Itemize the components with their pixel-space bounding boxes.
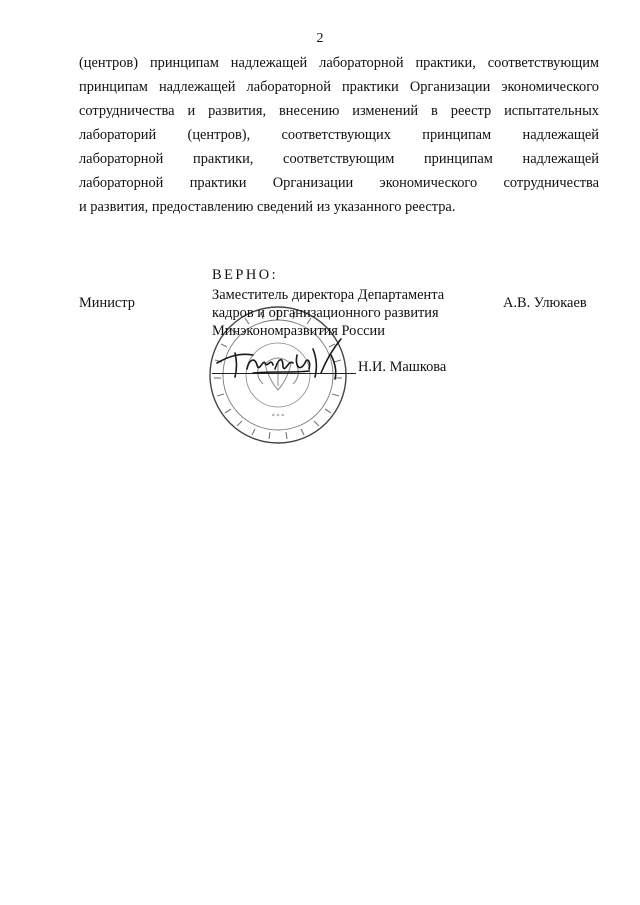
certifier-title — [212, 286, 464, 340]
signature-line — [212, 373, 356, 374]
certifier-name: Н.И. Машкова — [358, 359, 447, 375]
svg-text:* * *: * * * — [271, 413, 285, 420]
body-line: (центров) принципам надлежащей лабораторной практики, соответствующим — [79, 55, 599, 71]
certified-heading: ВЕРНО: — [212, 267, 279, 283]
certifier-title-line: кадров и организационного развития — [212, 305, 439, 321]
certifier-title-line: Заместитель директора Департамента — [212, 287, 445, 303]
body-line: лабораторной практики, соответствующим принципам надлежащей — [79, 151, 599, 167]
certifier-title-line: Минэкономразвития России — [212, 323, 385, 339]
handwritten-signature-icon — [213, 333, 353, 383]
body-line: сотрудничества и развития, внесению изменений в реестр испытательных — [79, 103, 599, 119]
body-line: принципам надлежащей лабораторной практики Организации экономического — [79, 79, 599, 95]
body-line: лабораторной практики Организации экономического сотрудничества — [79, 175, 599, 191]
body-paragraph — [79, 51, 599, 219]
minister-name: А.В. Улюкаев — [503, 295, 587, 311]
body-line: и развития, предоставлению сведений из указанного реестра. — [79, 199, 456, 215]
body-line: лабораторий (центров), соответствующих принципам надлежащей — [79, 127, 599, 143]
page-number: 2 — [316, 31, 324, 46]
minister-title: Министр — [79, 295, 135, 311]
